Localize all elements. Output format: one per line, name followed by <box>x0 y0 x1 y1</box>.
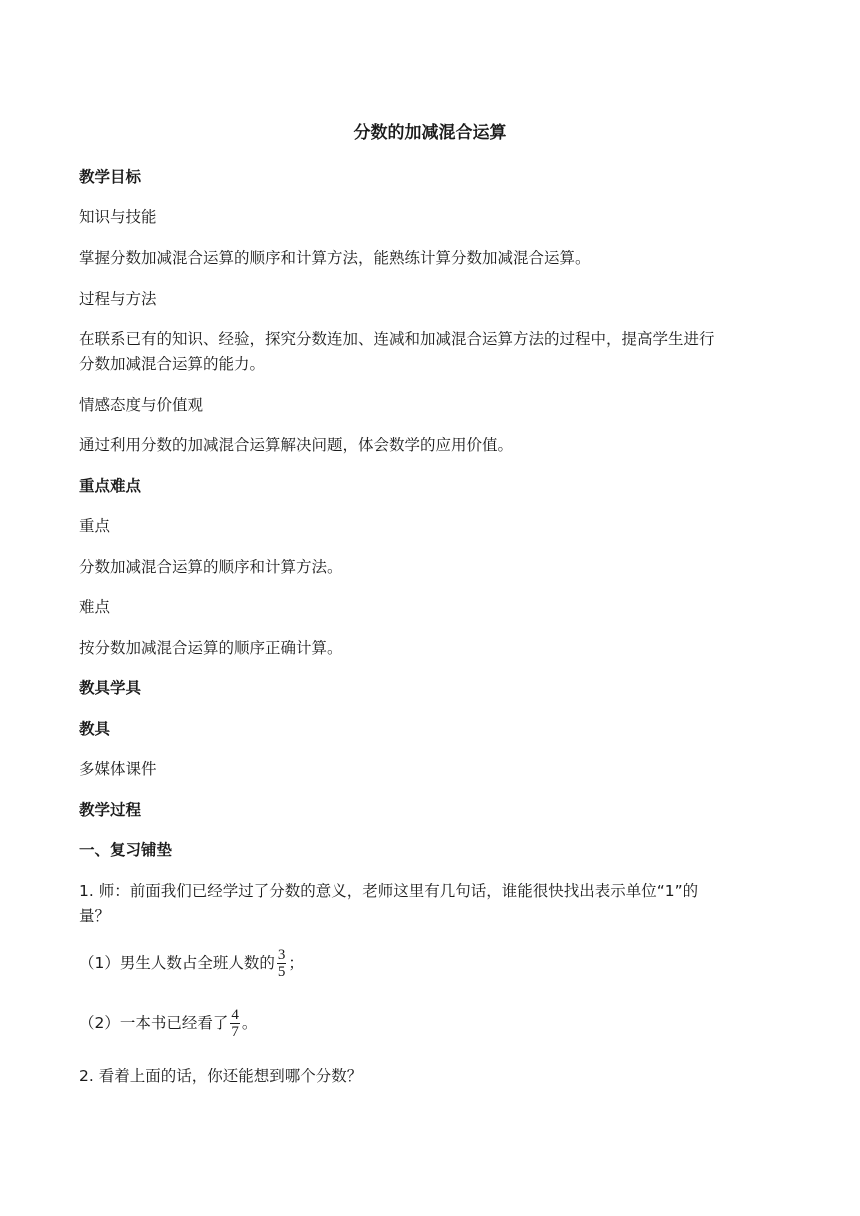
review-section-heading: 一、复习铺垫 <box>79 841 173 859</box>
emotion-heading: 情感态度与价值观 <box>79 396 204 414</box>
fraction-numerator: 3 <box>277 947 286 963</box>
knowledge-heading: 知识与技能 <box>79 208 157 226</box>
key-text: 分数加减混合运算的顺序和计算方法。 <box>79 558 343 576</box>
sentence-1-text: （1）男生人数占全班人数的 <box>79 954 275 972</box>
process-method-heading: 过程与方法 <box>79 290 157 308</box>
fraction-three-fifths <box>277 947 287 980</box>
difficult-text: 按分数加减混合运算的顺序正确计算。 <box>79 639 343 657</box>
item-1-line-1: 1. 师：前面我们已经学过了分数的意义，老师这里有几句话，谁能很快找出表示单位“1”的 <box>79 882 699 900</box>
key-points-heading: 重点难点 <box>79 477 142 495</box>
page-title: 分数的加减混合运算 <box>353 123 507 143</box>
sentence-1 <box>79 945 304 981</box>
key-heading: 重点 <box>79 517 111 535</box>
tools-text: 多媒体课件 <box>79 760 157 778</box>
tools-heading: 教具学具 <box>79 679 142 697</box>
knowledge-text: 掌握分数加减混合运算的顺序和计算方法，能熟练计算分数加减混合运算。 <box>79 249 591 267</box>
item-1-line-2: 量？ <box>79 907 111 925</box>
fraction-four-sevenths <box>230 1007 240 1040</box>
process-method-text-line-2: 分数加减混合运算的能力。 <box>79 355 266 373</box>
sentence-2-end: 。 <box>241 1014 258 1032</box>
difficult-heading: 难点 <box>79 598 111 616</box>
tools-sub-heading: 教具 <box>79 720 111 738</box>
fraction-denominator: 7 <box>231 1024 239 1040</box>
process-method-text-line-1: 在联系已有的知识、经验，探究分数连加、连减和加减混合运算方法的过程中，提高学生进行 <box>79 330 715 348</box>
fraction-denominator: 5 <box>277 964 286 980</box>
sentence-2 <box>79 1005 257 1041</box>
objectives-heading: 教学目标 <box>79 168 142 186</box>
item-2: 2. 看着上面的话，你还能想到哪个分数？ <box>79 1067 363 1085</box>
sentence-1-end: ； <box>288 954 304 972</box>
teaching-process-heading: 教学过程 <box>79 801 142 819</box>
emotion-text: 通过利用分数的加减混合运算解决问题，体会数学的应用价值。 <box>79 436 514 454</box>
sentence-2-text: （2）一本书已经看了 <box>79 1014 229 1032</box>
fraction-numerator: 4 <box>231 1007 239 1023</box>
